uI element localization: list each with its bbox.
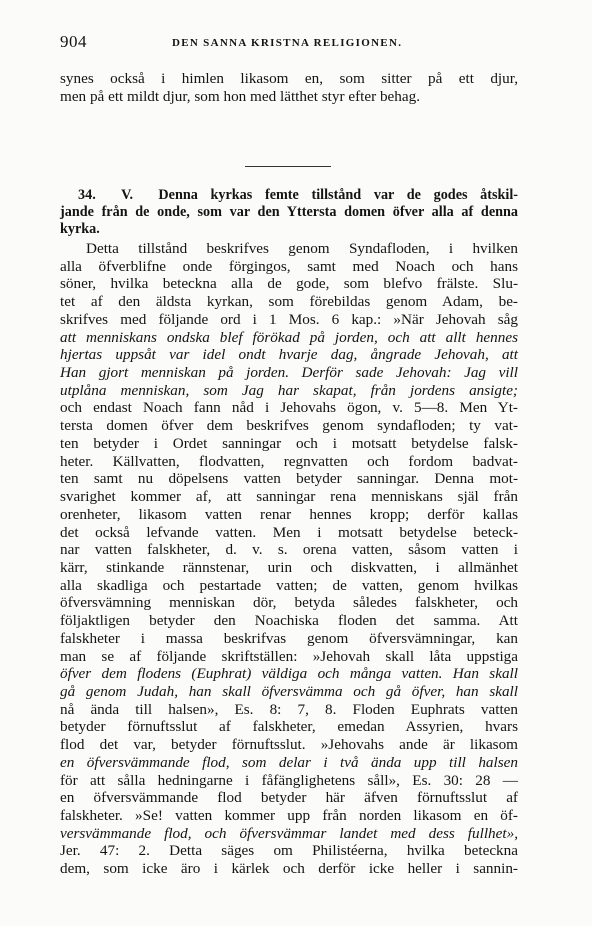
- text-line: synes också i himlen likasom en, som sitter på ett djur,: [60, 70, 518, 87]
- text-line: man se af följande skriftställen: »Jehovah skall låta uppstiga: [60, 647, 518, 665]
- text-line: en öfversvämmande flod, som delar i två ända upp till halsen: [60, 753, 518, 771]
- text-line: nå ända till halsen», Es. 8: 7, 8. Floden Euphrats vatten: [60, 700, 518, 718]
- text-line: hjertas uppsåt var idel ondt hvarje dag, ångrade Jehovah, att: [60, 346, 518, 364]
- text-line: alla skadliga och pestartade vatten; de vatten, genom hvilkas: [60, 576, 518, 594]
- text-line: och endast Noach fann nåd i Jehovahs ögon, v. 5—8. Men Yt-: [60, 399, 518, 417]
- text-line: det också lefvande vatten. Men i motsatt betydelse beteck-: [60, 523, 518, 541]
- text-line: söner, hvilka beteckna alla de gode, som blefvo frälste. Slu-: [60, 275, 518, 293]
- text-line: tet af den äldsta kyrkan, som förebildas genom Adam, be-: [60, 293, 518, 311]
- text-line: ten samt nu döpelsens vatten betyder sanningar. Denna mot-: [60, 470, 518, 488]
- text-line: orenheter, likasom vatten renar hennes kropp; derför kallas: [60, 505, 518, 523]
- text-line: men på ett mildt djur, som hon med lätthet styr efter behag.: [60, 87, 421, 105]
- text-line: falskheter. »Se! vatten kommer upp från norden likasom en öf-: [60, 807, 518, 824]
- text-line: Han gjort menniskan på jorden. Derför sade Jehovah: Jag vill: [60, 364, 518, 382]
- text-line: utplåna menniskan, som Jag har skapat, från jordens ansigte;: [60, 381, 518, 399]
- intro-paragraph: [60, 70, 518, 105]
- page-number: 904: [60, 32, 87, 51]
- text-line: ten betyder i Ordet sanningar och i motsatt betydelse falsk-: [60, 434, 518, 452]
- text-line: nar vatten falskheter, d. v. s. orena vatten, såsom vatten i: [60, 541, 518, 559]
- heading-line: jande från de onde, som var den Yttersta domen öfver alla af denna: [60, 204, 518, 220]
- book-page: [60, 32, 519, 878]
- text-line: följaktligen betyder den Noachiska floden det samma. Att: [60, 612, 518, 630]
- text-line: kärr, stinkande rännstenar, urin och diskvatten, i allmänhet: [60, 558, 518, 576]
- text-line: betyder förnuftsslut af falskheter, emedan Assyrien, hvars: [60, 718, 518, 736]
- text-line: versvämmande flod, och öfversvämmar landet med dess fullhet»,: [60, 824, 518, 842]
- text-line: Jer. 47: 2. Detta säges om Philistéerna, hvilka beteckna: [60, 842, 518, 860]
- section-heading: [60, 187, 518, 238]
- text-line: en öfversvämmande flod betyder här äfven förnuftsslut af: [60, 789, 518, 807]
- text-line: falskheter i massa beskrifvas genom öfversvämningar, kan: [60, 629, 518, 647]
- text-line: öfversvämning menniskan dör, betyda således falskheter, och: [60, 594, 518, 612]
- heading-line: [60, 187, 518, 204]
- text-line: gå genom Judah, han skall öfversvämma och gå öfver, han skall: [60, 682, 518, 700]
- text-line: skrifves med följande ord i 1 Mos. 6 kap.: »När Jehovah såg: [60, 310, 518, 328]
- text-line: heter. Källvatten, flodvatten, regnvatten och fordom badvat-: [60, 452, 518, 470]
- text-line: Detta tillstånd beskrifves genom Syndafloden, i hvilken: [86, 240, 518, 257]
- section-divider: [245, 166, 331, 167]
- heading-line: kyrka.: [60, 221, 100, 237]
- body-paragraph: [60, 240, 518, 878]
- heading-text: Denna kyrkas femte tillstånd var de godes åtskil-: [158, 187, 519, 203]
- text-line: alla öfverblifne onde förgingos, samt med Noach och hans: [60, 257, 518, 275]
- text-line: för att sålla hedningarne i fåfänglighetens såll», Es. 30: 28 —: [60, 771, 518, 789]
- text-line: att menniskans ondska blef förökad på jorden, och att allt hennes: [60, 328, 518, 346]
- running-head: DEN SANNA KRISTNA RELIGIONEN.: [172, 37, 403, 49]
- text-line: svarighet kommer af, att sanningar rena menniskans själ från: [60, 488, 518, 506]
- text-line: dem, som icke äro i kärlek och derför icke heller i sannin-: [60, 860, 518, 878]
- text-line: tersta domen öfver dem beskrifves genom syndafloden; ty vat-: [60, 417, 518, 435]
- page-header: [60, 32, 518, 52]
- text-line: öfver dem flodens (Euphrat) väldiga och många vatten. Han skall: [60, 665, 518, 683]
- section-number: 34.: [78, 187, 96, 203]
- text-line: flod det var, betyder förnuftsslut. »Jehovahs ande är likasom: [60, 736, 518, 754]
- section-roman: V.: [121, 187, 134, 203]
